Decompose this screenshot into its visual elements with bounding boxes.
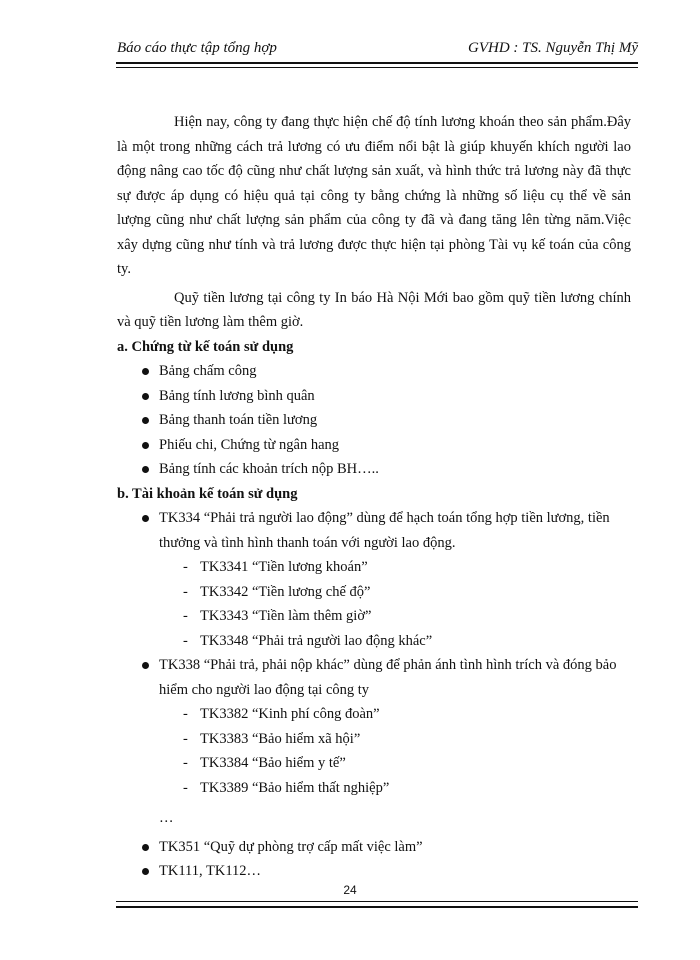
section-a-list bbox=[117, 359, 631, 482]
bullet-icon bbox=[142, 868, 149, 875]
bullet-icon bbox=[142, 442, 149, 449]
list-item-text: Bảng thanh toán tiền lương bbox=[159, 412, 318, 428]
header-rule-thick bbox=[116, 62, 638, 64]
bullet-icon bbox=[142, 662, 149, 669]
sub-item bbox=[117, 629, 631, 654]
list-item-text: Bảng tính lương bình quân bbox=[159, 387, 315, 404]
sub-item-text: TK3348 “Phải trả người lao động khác” bbox=[200, 632, 433, 649]
dash-marker: - bbox=[183, 583, 188, 600]
sub-item-text: TK3342 “Tiền lương chế độ” bbox=[200, 583, 371, 600]
bullet-icon bbox=[142, 515, 149, 522]
ellipsis-text: … bbox=[159, 810, 174, 826]
header-rule-thin bbox=[116, 67, 638, 68]
list-item-text: Phiếu chi, Chứng từ ngân hang bbox=[159, 436, 340, 453]
sub-item-text: TK3341 “Tiền lương khoán” bbox=[200, 559, 368, 575]
sub-item-text: TK3382 “Kinh phí công đoàn” bbox=[200, 706, 380, 722]
list-item bbox=[117, 408, 631, 433]
section-b-list bbox=[117, 506, 631, 800]
list-item-tk334 bbox=[117, 506, 631, 653]
dash-marker: - bbox=[183, 559, 188, 575]
list-item bbox=[117, 433, 631, 458]
sub-item-text: TK3389 “Bảo hiểm thất nghiệp” bbox=[200, 779, 390, 796]
bullet-icon bbox=[142, 368, 149, 375]
tk338-text: TK338 “Phải trả, phải nộp khác” dùng để phản ánh tình hình trích và đóng bảo hiểm cho người lao động tại công ty bbox=[159, 657, 617, 698]
list-item-text: Bảng chấm công bbox=[159, 363, 257, 379]
sub-item bbox=[117, 751, 631, 776]
header-right: GVHD : TS. Nguyễn Thị Mỹ bbox=[468, 40, 638, 56]
bullet-icon bbox=[142, 466, 149, 473]
tk111-text: TK111, TK112… bbox=[159, 863, 262, 879]
sub-item bbox=[117, 727, 631, 752]
list-item-text: Bảng tính các khoản trích nộp BH….. bbox=[159, 461, 379, 477]
header-left: Báo cáo thực tập tổng hợp bbox=[117, 40, 277, 56]
tk351-text: TK351 “Quỹ dự phòng trợ cấp mất việc làm” bbox=[159, 838, 423, 855]
dash-marker: - bbox=[183, 706, 188, 722]
sub-item bbox=[117, 580, 631, 605]
list-item-tk351 bbox=[117, 835, 631, 860]
section-b-heading: b. Tài khoản kế toán sử dụng bbox=[117, 485, 298, 502]
sub-item-text: TK3383 “Bảo hiểm xã hội” bbox=[200, 730, 361, 747]
page-number: 24 bbox=[343, 883, 357, 897]
page-content bbox=[117, 110, 631, 884]
tk334-text: TK334 “Phải trả người lao động” dùng để hạch toán tổng hợp tiền lương, tiền thưởng và tình hình thanh toán với người lao động. bbox=[159, 510, 610, 551]
footer-rule-thick bbox=[116, 906, 638, 908]
sub-item-text: TK3384 “Bảo hiểm y tế” bbox=[200, 755, 346, 771]
dash-marker: - bbox=[183, 632, 188, 649]
dash-marker: - bbox=[183, 730, 188, 747]
dash-marker: - bbox=[183, 755, 188, 771]
tk338-sublist bbox=[159, 702, 631, 800]
list-item-tk111 bbox=[117, 859, 631, 884]
list-item bbox=[117, 457, 631, 482]
bullet-icon bbox=[142, 393, 149, 400]
bullet-icon bbox=[142, 844, 149, 851]
dash-marker: - bbox=[183, 608, 188, 624]
dash-marker: - bbox=[183, 779, 188, 796]
paragraph-2: Quỹ tiền lương tại công ty In báo Hà Nội Mới bao gồm quỹ tiền lương chính và quỹ tiền lương làm thêm giờ. bbox=[117, 289, 631, 330]
list-item-tk338 bbox=[117, 653, 631, 800]
sub-item-text: TK3343 “Tiền làm thêm giờ” bbox=[200, 608, 372, 624]
sub-item bbox=[117, 702, 631, 727]
bullet-icon bbox=[142, 417, 149, 424]
list-item bbox=[117, 384, 631, 409]
sub-item bbox=[117, 604, 631, 629]
tk334-sublist bbox=[159, 555, 631, 653]
section-b-list-tail bbox=[117, 835, 631, 884]
paragraph-1: Hiện nay, công ty đang thực hiện chế độ tính lương khoán theo sản phẩm.Đây là một trong những cách trả lương có ưu điểm nổi bật là giúp khuyến khích người lao động nâng cao tốc độ cũng như chất lượng sản xuất, và hình thức trả lương này đã thực sự được áp dụng có hiệu quả tại công ty bằng chứng là những số liệu cụ thể về sản lượng cũng như chất lượng sản phẩm của công ty đã và đang tăng lên từng năm.Việc xây dựng cũng như tính và trả lương được thực hiện tại phòng Tài vụ kế toán của công ty. bbox=[117, 114, 631, 277]
sub-item bbox=[117, 776, 631, 801]
sub-item bbox=[117, 555, 631, 580]
footer-rule-thin bbox=[116, 901, 638, 902]
section-a-heading: a. Chứng từ kế toán sử dụng bbox=[117, 338, 294, 355]
list-item bbox=[117, 359, 631, 384]
